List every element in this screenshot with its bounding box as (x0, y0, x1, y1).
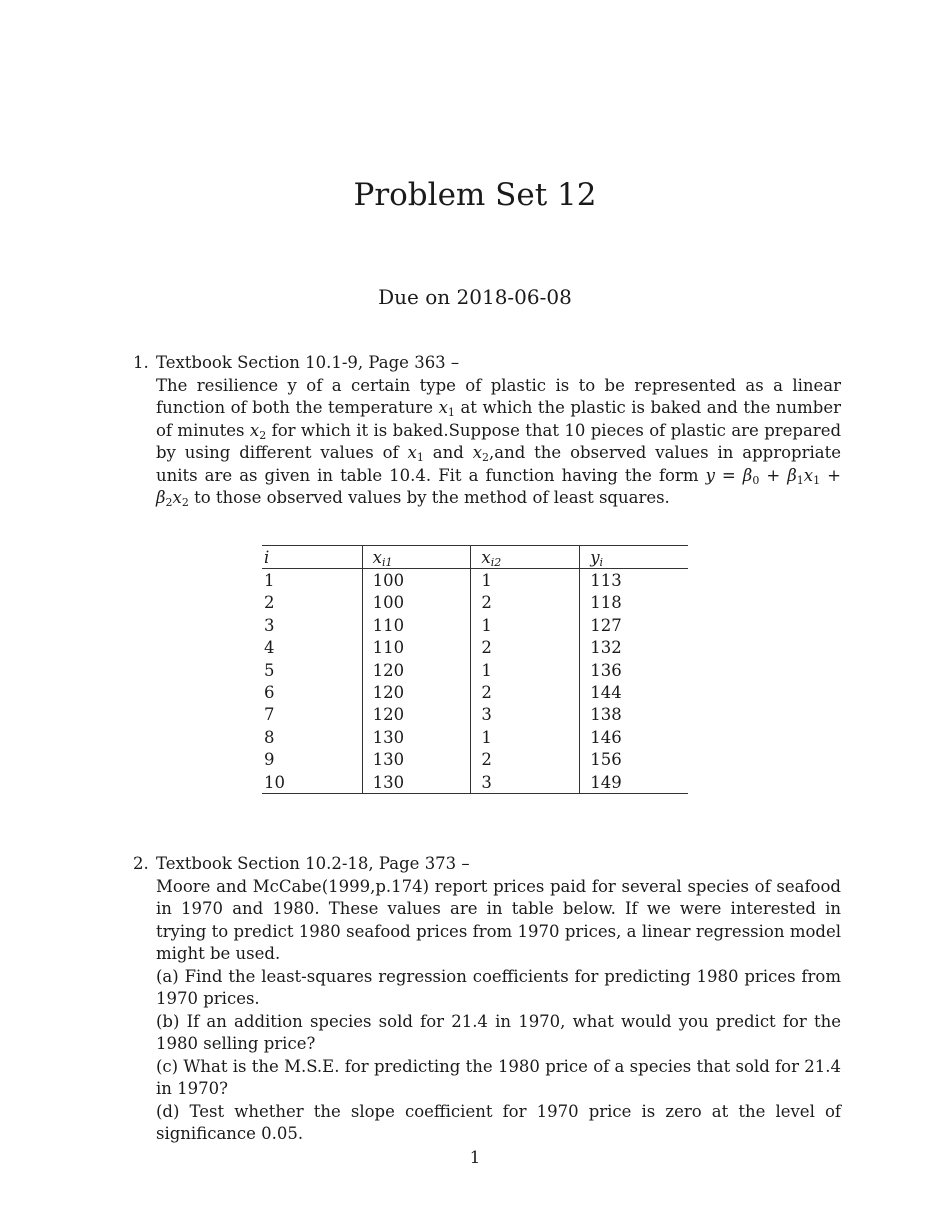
table-row (262, 569, 688, 592)
header-y-i: $y_i$ (580, 546, 688, 569)
page-title: Problem Set 12 (353, 177, 597, 213)
table-cell: 113 (580, 569, 688, 592)
table-cell: 3 (264, 615, 275, 635)
problem-part-c: (c) What is the M.S.E. for predicting the 1980 price of a species that sold for 21.4 in 1970? (156, 1056, 841, 1098)
table-cell: 149 (580, 771, 688, 794)
table-row (262, 592, 688, 614)
table-cell: 1 (471, 726, 580, 748)
table-cell: 9 (264, 750, 275, 770)
table-row (262, 771, 688, 794)
problem-number: 2. (133, 854, 149, 873)
table-cell: 3 (471, 771, 580, 794)
table-cell: 1 (471, 569, 580, 592)
table-cell: 136 (580, 659, 688, 681)
table-cell: 120 (362, 659, 471, 681)
table-row (262, 614, 688, 636)
table-row (262, 704, 688, 726)
problem-number: 1. (133, 353, 149, 372)
table-cell: 100 (362, 592, 471, 614)
header-i: i (262, 546, 362, 569)
table-row (262, 637, 688, 659)
table-cell: 6 (264, 683, 275, 703)
table-cell: 146 (580, 726, 688, 748)
table-cell: 1 (264, 571, 275, 591)
table-cell: 130 (362, 726, 471, 748)
table-cell: 156 (580, 749, 688, 771)
table-row (262, 749, 688, 771)
table-cell: 2 (471, 681, 580, 703)
table-cell: 1 (471, 614, 580, 636)
problem-heading: Textbook Section 10.1-9, Page 363 – (156, 353, 460, 372)
table-cell: 5 (264, 660, 275, 680)
table-cell: 2 (264, 593, 275, 613)
table-row (262, 659, 688, 681)
data-table (262, 545, 688, 794)
table-row (262, 681, 688, 703)
problem-1 (133, 352, 841, 510)
problem-2 (133, 853, 841, 1146)
header-x-i1: $x_{i1}$ (362, 546, 471, 569)
table-cell: 8 (264, 727, 275, 747)
problem-part-a: (a) Find the least-squares regression coefficients for predicting 1980 prices from 1970 prices. (156, 966, 841, 1008)
table-cell: 100 (362, 569, 471, 592)
due-date: Due on 2018-06-08 (378, 285, 572, 309)
table-cell: 130 (362, 749, 471, 771)
table-cell: 3 (471, 704, 580, 726)
problem-part-d: (d) Test whether the slope coefficient for 1970 price is zero at the level of significance 0.05. (156, 1101, 841, 1143)
table-cell: 132 (580, 637, 688, 659)
table-row (262, 726, 688, 748)
table-cell: 7 (264, 705, 275, 725)
table-cell: 110 (362, 637, 471, 659)
problem-text: The resilience y of a certain type of plastic is to be represented as a linear function of both the temperature $x_1$ at which the plastic is baked and the number of minutes $x_2$ for which it is baked.Suppose that 10 pieces of plastic are prepared by using different values of $x_1$ and $x_2,and$ the observed values in appropriate units are as given in table 10.4. Fit a function having the form $y = \beta_0 + \beta_1x_1 + \beta_2x_2$ to those observed values by the method of least squares. (156, 375, 842, 509)
table-cell: 120 (362, 704, 471, 726)
table-cell: 2 (471, 749, 580, 771)
table-cell: 110 (362, 614, 471, 636)
table-cell: 118 (580, 592, 688, 614)
table-cell: 130 (362, 771, 471, 794)
table-cell: 144 (580, 681, 688, 703)
table-cell: 2 (471, 637, 580, 659)
problem-heading: Textbook Section 10.2-18, Page 373 – (156, 854, 470, 873)
table-cell: 4 (264, 638, 275, 658)
table-cell: 120 (362, 681, 471, 703)
table-cell: 138 (580, 704, 688, 726)
table-cell: 10 (264, 772, 285, 792)
table-cell: 1 (471, 659, 580, 681)
table-cell: 2 (471, 592, 580, 614)
table-header-row (262, 546, 688, 569)
problem-intro: Moore and McCabe(1999,p.174) report prices paid for several species of seafood in 1970 and 1980. These values are in table below. If we were interested in trying to predict 1980 seafood prices from 1970 prices, a linear regression model might be used. (156, 876, 841, 963)
table-cell: 127 (580, 614, 688, 636)
header-x-i2: $x_{i2}$ (471, 546, 580, 569)
problem-part-b: (b) If an addition species sold for 21.4 in 1970, what would you predict for the 1980 selling price? (156, 1011, 841, 1053)
page-number: 1 (469, 1148, 481, 1167)
